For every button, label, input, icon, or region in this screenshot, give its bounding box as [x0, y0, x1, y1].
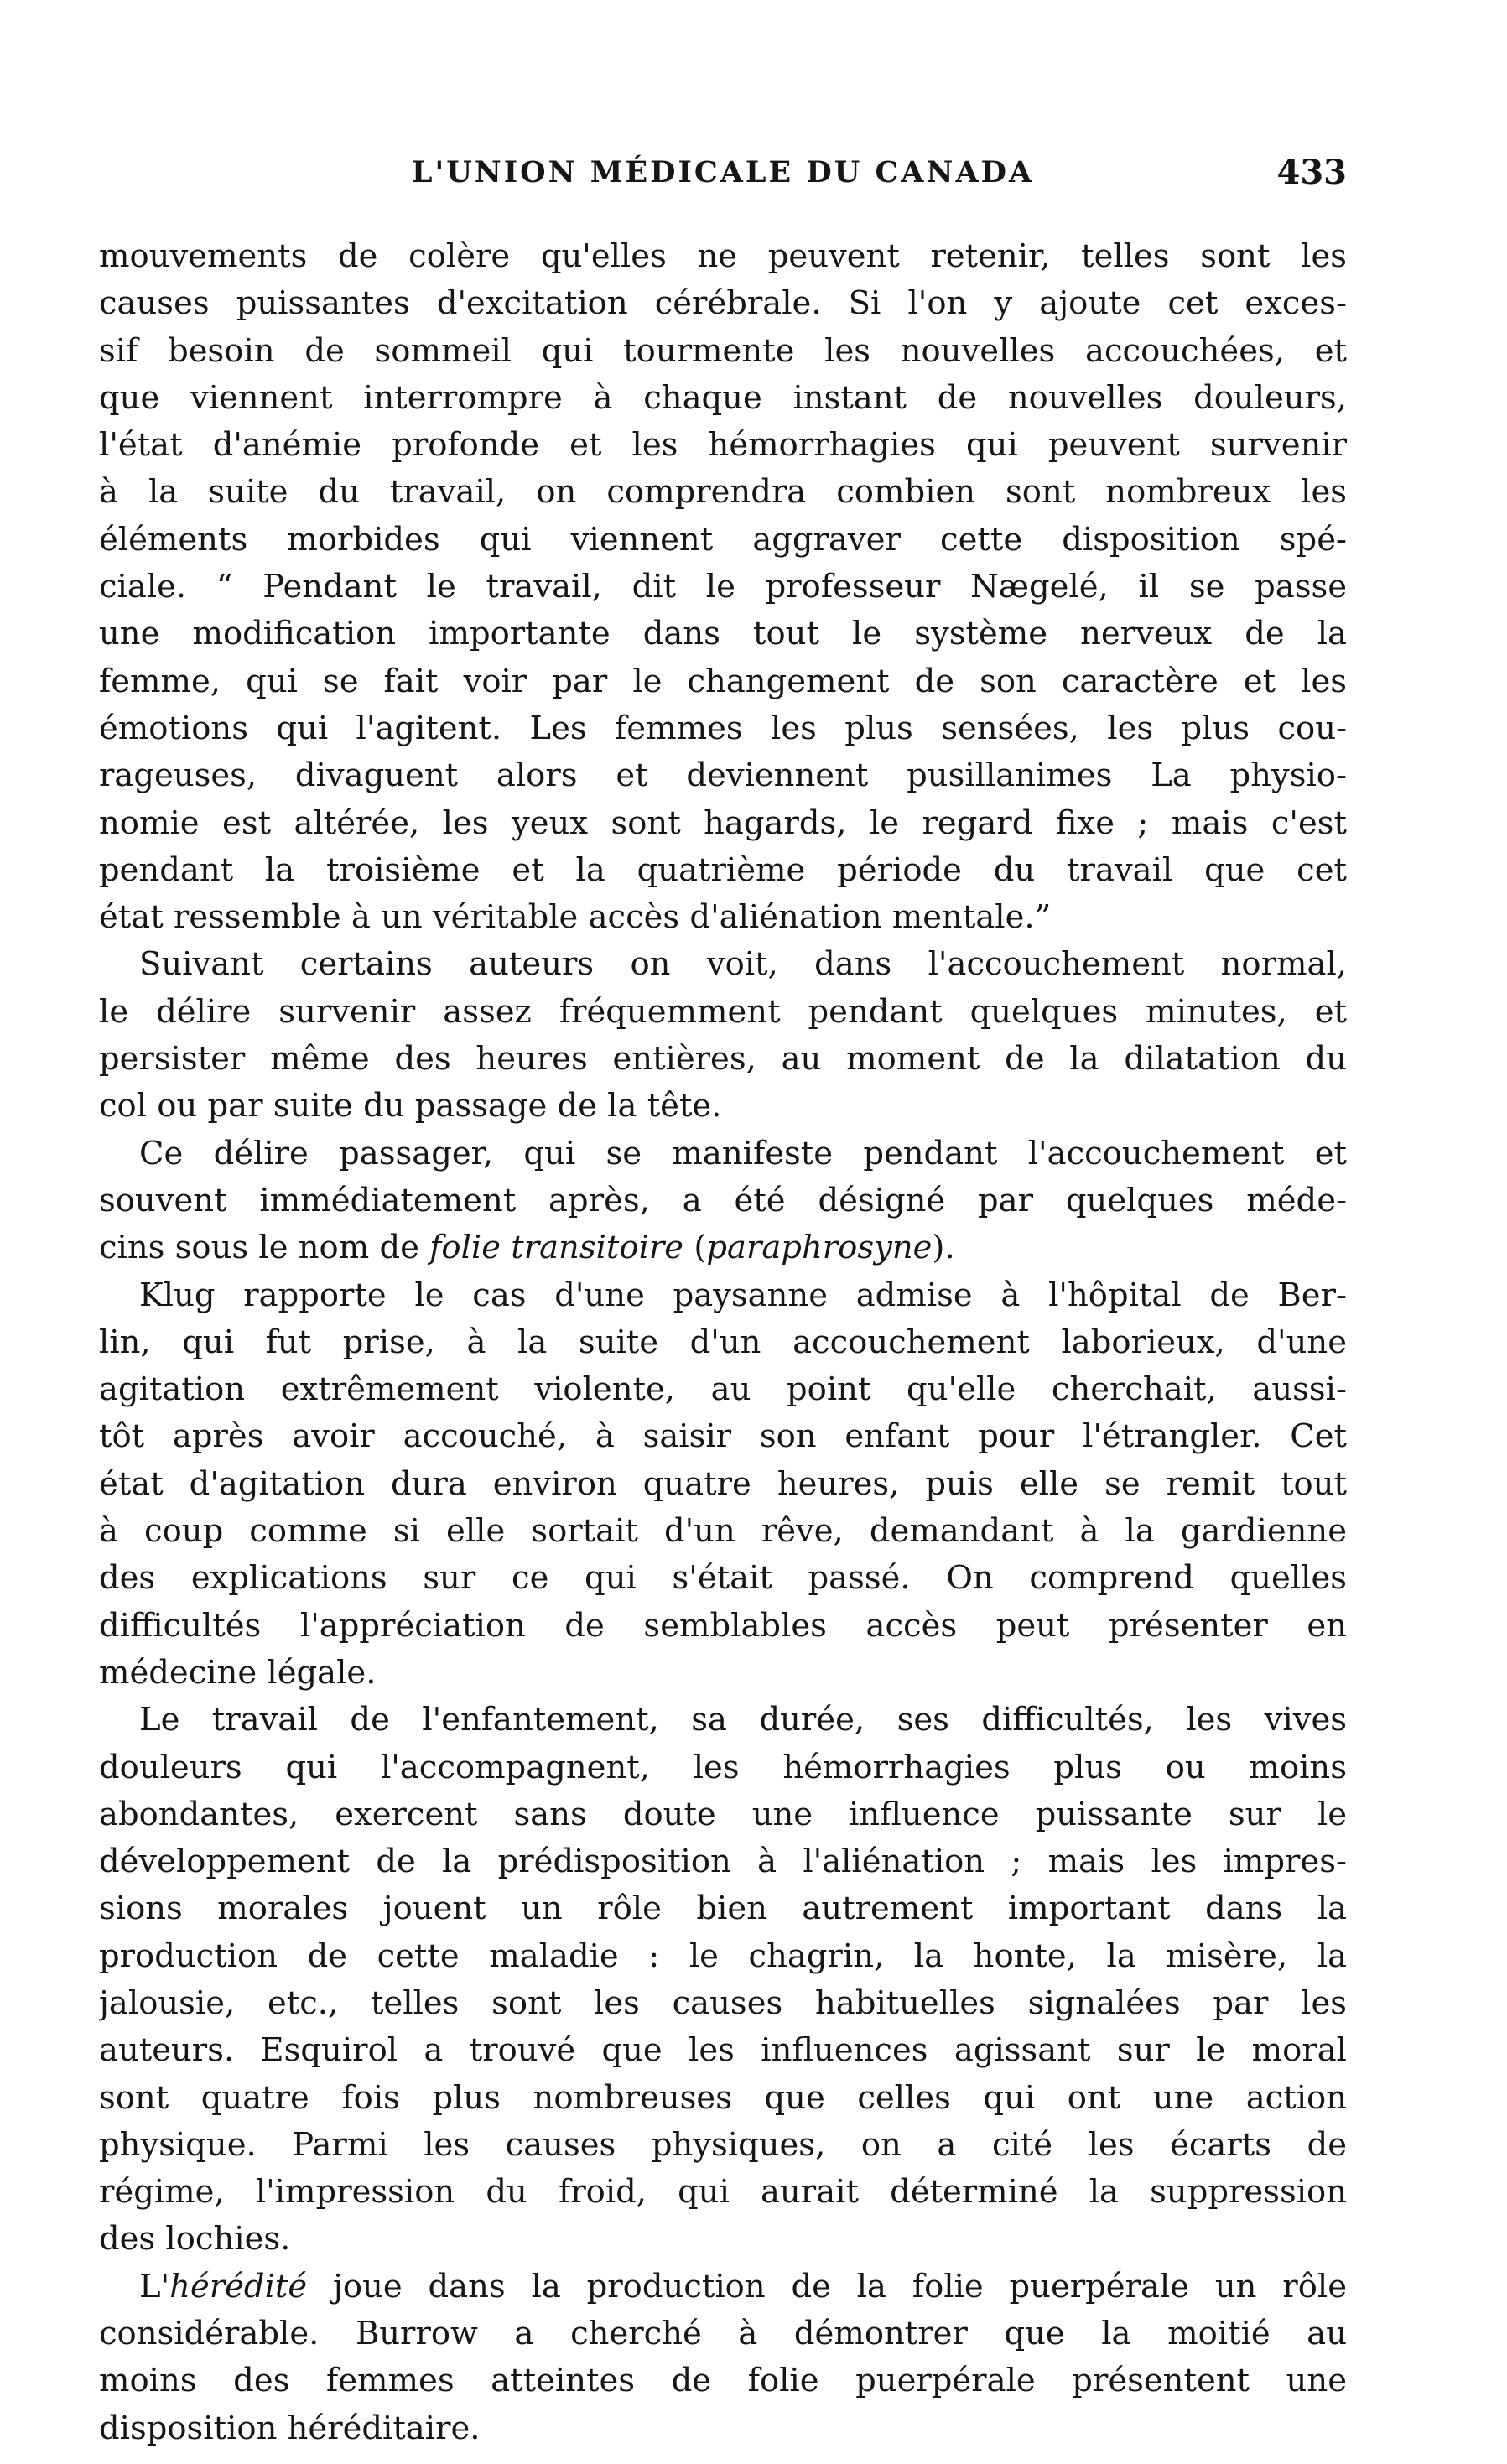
- text-line: Le travail de l'enfantement, sa durée, ses difficultés, les vives: [139, 1701, 1347, 1739]
- term-heredite: hérédité: [169, 2267, 308, 2305]
- text-line: une modification importante dans tout le système nerveux de la: [99, 615, 1347, 653]
- text-line: l'état d'anémie profonde et les hémorrhagies qui peuvent survenir: [99, 426, 1347, 465]
- text-line: Klug rapporte le cas d'une paysanne admise à l'hôpital de Ber-: [139, 1276, 1347, 1314]
- text-line-folie-transitoire: cins sous le nom de folie transitoire (paraphrosyne).: [99, 1229, 955, 1267]
- text-line: disposition héréditaire.: [99, 2409, 481, 2447]
- text-line: rageuses, divaguent alors et deviennent pusillanimes La physio-: [99, 756, 1347, 795]
- text-line: col ou par suite du passage de la tête.: [99, 1087, 722, 1125]
- text-line: tôt après avoir accouché, à saisir son enfant pour l'étrangler. Cet: [99, 1417, 1347, 1456]
- running-head-title: L'UNION MÉDICALE DU CANADA: [411, 155, 1035, 190]
- running-head: [99, 148, 1347, 198]
- term-folie-transitoire: folie transitoire: [429, 1229, 684, 1267]
- text-line: régime, l'impression du froid, qui aurait déterminé la suppression: [99, 2173, 1347, 2212]
- text-line: éléments morbides qui viennent aggraver cette disposition spé-: [99, 520, 1347, 559]
- term-paraphrosyne: paraphrosyne: [706, 1229, 933, 1267]
- text-line: douleurs qui l'accompagnent, les hémorrhagies plus ou moins: [99, 1748, 1347, 1786]
- text-line: développement de la prédisposition à l'aliénation ; mais les impres-: [99, 1843, 1347, 1881]
- text-line: jalousie, etc., telles sont les causes habituelles signalées par les: [99, 1983, 1347, 2022]
- text-line: persister même des heures entières, au moment de la dilatation du: [99, 1040, 1347, 1079]
- text-line: auteurs. Esquirol a trouvé que les influences agissant sur le moral: [99, 2031, 1347, 2070]
- text-line: production de cette maladie : le chagrin, la honte, la misère, la: [99, 1936, 1347, 1975]
- text-fragment: L': [139, 2267, 170, 2305]
- text-line: lin, qui fut prise, à la suite d'un accouchement laborieux, d'une: [99, 1323, 1347, 1361]
- text-line: Suivant certains auteurs on voit, dans l'accouchement normal,: [139, 945, 1347, 984]
- text-line: état d'agitation dura environ quatre heures, puis elle se remit tout: [99, 1464, 1347, 1503]
- text-fragment: joue dans la production de la folie puerpérale un rôle: [332, 2267, 1347, 2305]
- text-line: à coup comme si elle sortait d'un rêve, demandant à la gardienne: [99, 1512, 1347, 1551]
- text-line: abondantes, exercent sans doute une influence puissante sur le: [99, 1795, 1347, 1833]
- text-line: médecine légale.: [99, 1653, 377, 1692]
- text-line: agitation extrêmement violente, au point qu'elle cherchait, aussi-: [99, 1370, 1347, 1409]
- text-line: difficultés l'appréciation de semblables accès peut présenter en: [99, 1606, 1347, 1645]
- text-line: physique. Parmi les causes physiques, on a cité les écarts de: [99, 2125, 1347, 2164]
- text-line: le délire survenir assez fréquemment pendant quelques minutes, et: [99, 992, 1347, 1031]
- page-number: 433: [1276, 153, 1347, 192]
- body-text: [99, 233, 1347, 2452]
- text-line-heredite: [99, 2264, 1347, 2311]
- text-line: sif besoin de sommeil qui tourmente les nouvelles accouchées, et: [99, 331, 1347, 370]
- text-line: que viennent interrompre à chaque instant de nouvelles douleurs,: [99, 378, 1347, 417]
- text-line: état ressemble à un véritable accès d'aliénation mentale.”: [99, 898, 1052, 937]
- text-line: sions morales jouent un rôle bien autrement important dans la: [99, 1890, 1347, 1928]
- text-line: souvent immédiatement après, a été désigné par quelques méde-: [99, 1181, 1347, 1219]
- text-line: émotions qui l'agitent. Les femmes les plus sensées, les plus cou-: [99, 709, 1347, 747]
- text-line: moins des femmes atteintes de folie puerpérale présentent une: [99, 2362, 1347, 2400]
- text-line: à la suite du travail, on comprendra combien sont nombreux les: [99, 473, 1347, 512]
- text-line: considérable. Burrow a cherché à démontrer que la moitié au: [99, 2315, 1347, 2353]
- text-line: mouvements de colère qu'elles ne peuvent retenir, telles sont les: [99, 237, 1347, 275]
- text-line: femme, qui se fait voir par le changement de son caractère et les: [99, 662, 1347, 700]
- text-fragment: cins sous le nom de: [99, 1229, 419, 1267]
- text-line: causes puissantes d'excitation cérébrale. Si l'on y ajoute cet exces-: [99, 284, 1347, 323]
- text-line: pendant la troisième et la quatrième période du travail que cet: [99, 850, 1347, 889]
- text-line: Ce délire passager, qui se manifeste pendant l'accouchement et: [139, 1134, 1347, 1172]
- text-line: ciale. “ Pendant le travail, dit le professeur Nægelé, il se passe: [99, 568, 1347, 606]
- text-line: des lochies.: [99, 2220, 291, 2259]
- text-line: nomie est altérée, les yeux sont hagards, le regard fixe ; mais c'est: [99, 803, 1347, 842]
- text-line: des explications sur ce qui s'était passé. On comprend quelles: [99, 1559, 1347, 1598]
- text-line: sont quatre fois plus nombreuses que celles qui ont une action: [99, 2078, 1347, 2117]
